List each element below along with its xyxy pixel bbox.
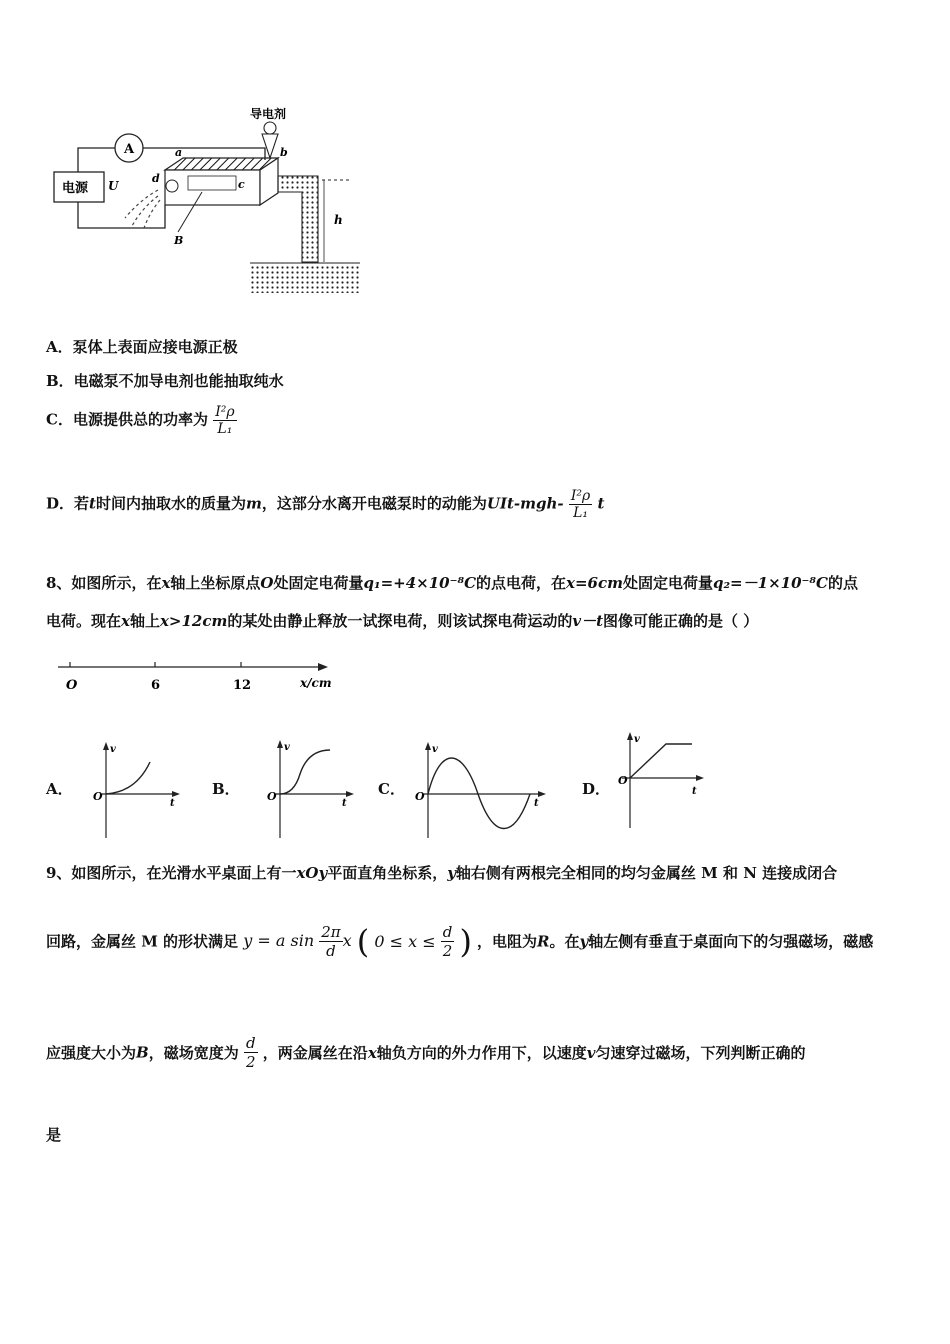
graph-a-v-label: v — [110, 744, 116, 755]
axis-tick-12: 12 — [233, 678, 252, 693]
graph-d-origin: O — [618, 774, 628, 787]
fraction-denominator: L₁ — [573, 505, 588, 521]
q7-option-c-fraction — [213, 404, 236, 437]
q7-option-a[interactable] — [46, 336, 238, 357]
q7-option-c[interactable] — [46, 404, 237, 437]
graph-a-origin: O — [93, 790, 103, 803]
graph-a-t-label: t — [170, 798, 175, 809]
range-numerator: d — [442, 922, 453, 941]
power-supply-label: 电源 — [62, 181, 89, 196]
q8-stem-line1: 8、如图所示，在x轴上坐标原点O处固定电荷量q₁=+4×10⁻⁸C的点电荷，在x=6cm处固定电荷量q₂=－1×10⁻⁸C的点 — [46, 574, 858, 592]
graph-c[interactable] — [410, 740, 550, 840]
label-a: a — [175, 146, 183, 159]
axis-origin-label: O — [66, 678, 78, 693]
label-c: c — [238, 178, 245, 191]
q9-stem-line3: 应强度大小为B，磁场宽度为 $\frac{d}{2}$ ，两金属丝在沿x轴负方向的外力作用下，以速度v匀速穿过磁场，下列判断正确的 — [46, 1034, 806, 1071]
fraction-denominator: L₁ — [217, 421, 233, 437]
range-denominator: 2 — [442, 941, 453, 960]
energy-expression: UIt-mgh- — [486, 494, 564, 513]
graph-b[interactable] — [262, 740, 362, 840]
q9-stem-line2: 回路，金属丝 M 的形状满足 y = a sin $\frac{2\pi}{d}$ x ( 0 ≤ x ≤ $\frac{d}{2}$ ) ，电阻为R。在y轴左侧有垂直于桌面向下的匀强磁场，磁感 — [46, 922, 874, 960]
q7-option-d-text-2: 时间内抽取水的质量为 — [95, 494, 246, 513]
graph-c-v-label: v — [432, 744, 438, 755]
field-width-fraction: $\frac{d}{2}$ — [245, 1034, 256, 1071]
q8-choice-a[interactable]: A． — [46, 780, 73, 798]
voltage-label: U — [108, 179, 119, 193]
shape-formula: y = a sin $\frac{2\pi}{d}$ x ( 0 ≤ x ≤ $\frac{d}{2}$ ) — [243, 922, 472, 960]
q8-choice-d[interactable]: D． — [582, 780, 611, 798]
q7-option-a-text: A．泵体上表面应接电源正极 — [46, 338, 238, 356]
q7-option-d-fraction — [569, 488, 592, 521]
ammeter-label: A — [124, 142, 135, 157]
graph-a[interactable] — [88, 740, 188, 840]
axis-tick-6: 6 — [151, 678, 161, 693]
fraction-numerator: I²ρ — [215, 404, 235, 420]
pump-figure — [40, 100, 370, 300]
q7-option-d-text: D．若 — [46, 494, 90, 513]
formula-numerator: 2π — [321, 922, 341, 941]
graph-c-t-label: t — [534, 798, 539, 809]
formula-denominator: d — [326, 941, 336, 960]
height-label: h — [334, 213, 343, 227]
q7-option-b-text: B．电磁泵不加导电剂也能抽取纯水 — [46, 372, 284, 390]
var-t-tail: t — [597, 494, 605, 513]
q9-stem-line4: 是 — [46, 1126, 62, 1144]
graph-d-t-label: t — [692, 786, 697, 797]
q7-option-b[interactable] — [46, 370, 284, 391]
graph-c-origin: O — [415, 790, 425, 803]
graph-d-v-label: v — [634, 734, 640, 745]
q7-option-c-text: C．电源提供总的功率为 — [46, 410, 208, 429]
q8-stem-line2: 电荷。现在x轴上x>12cm的某处由静止释放一试探电荷，则该试探电荷运动的v－t图像可能正确的是（ ） — [46, 612, 759, 630]
var-m: m — [245, 494, 262, 513]
conductive-agent-label: 导电剂 — [250, 107, 287, 121]
q9-stem-line1: 9、如图所示，在光滑水平桌面上有一xOy平面直角坐标系，y轴右侧有两根完全相同的均匀金属丝 M 和 N 连接成闭合 — [46, 864, 838, 882]
graph-b-origin: O — [267, 790, 277, 803]
graph-b-v-label: v — [284, 742, 290, 753]
graph-d[interactable] — [612, 730, 712, 830]
var-t: t — [89, 494, 96, 513]
q8-choice-b[interactable]: B． — [212, 780, 240, 798]
label-b: b — [280, 146, 288, 159]
q7-option-d-text-3: ，这部分水离开电磁泵时的动能为 — [261, 494, 487, 513]
axis-unit-label: x/cm — [300, 676, 332, 690]
q8-choice-c[interactable]: C． — [378, 780, 405, 798]
fraction-numerator: I²ρ — [570, 488, 591, 504]
q7-option-d[interactable] — [46, 488, 604, 521]
x-axis-figure — [50, 655, 350, 700]
label-d: d — [152, 172, 160, 185]
label-B: B — [174, 234, 184, 247]
graph-b-t-label: t — [342, 798, 347, 809]
